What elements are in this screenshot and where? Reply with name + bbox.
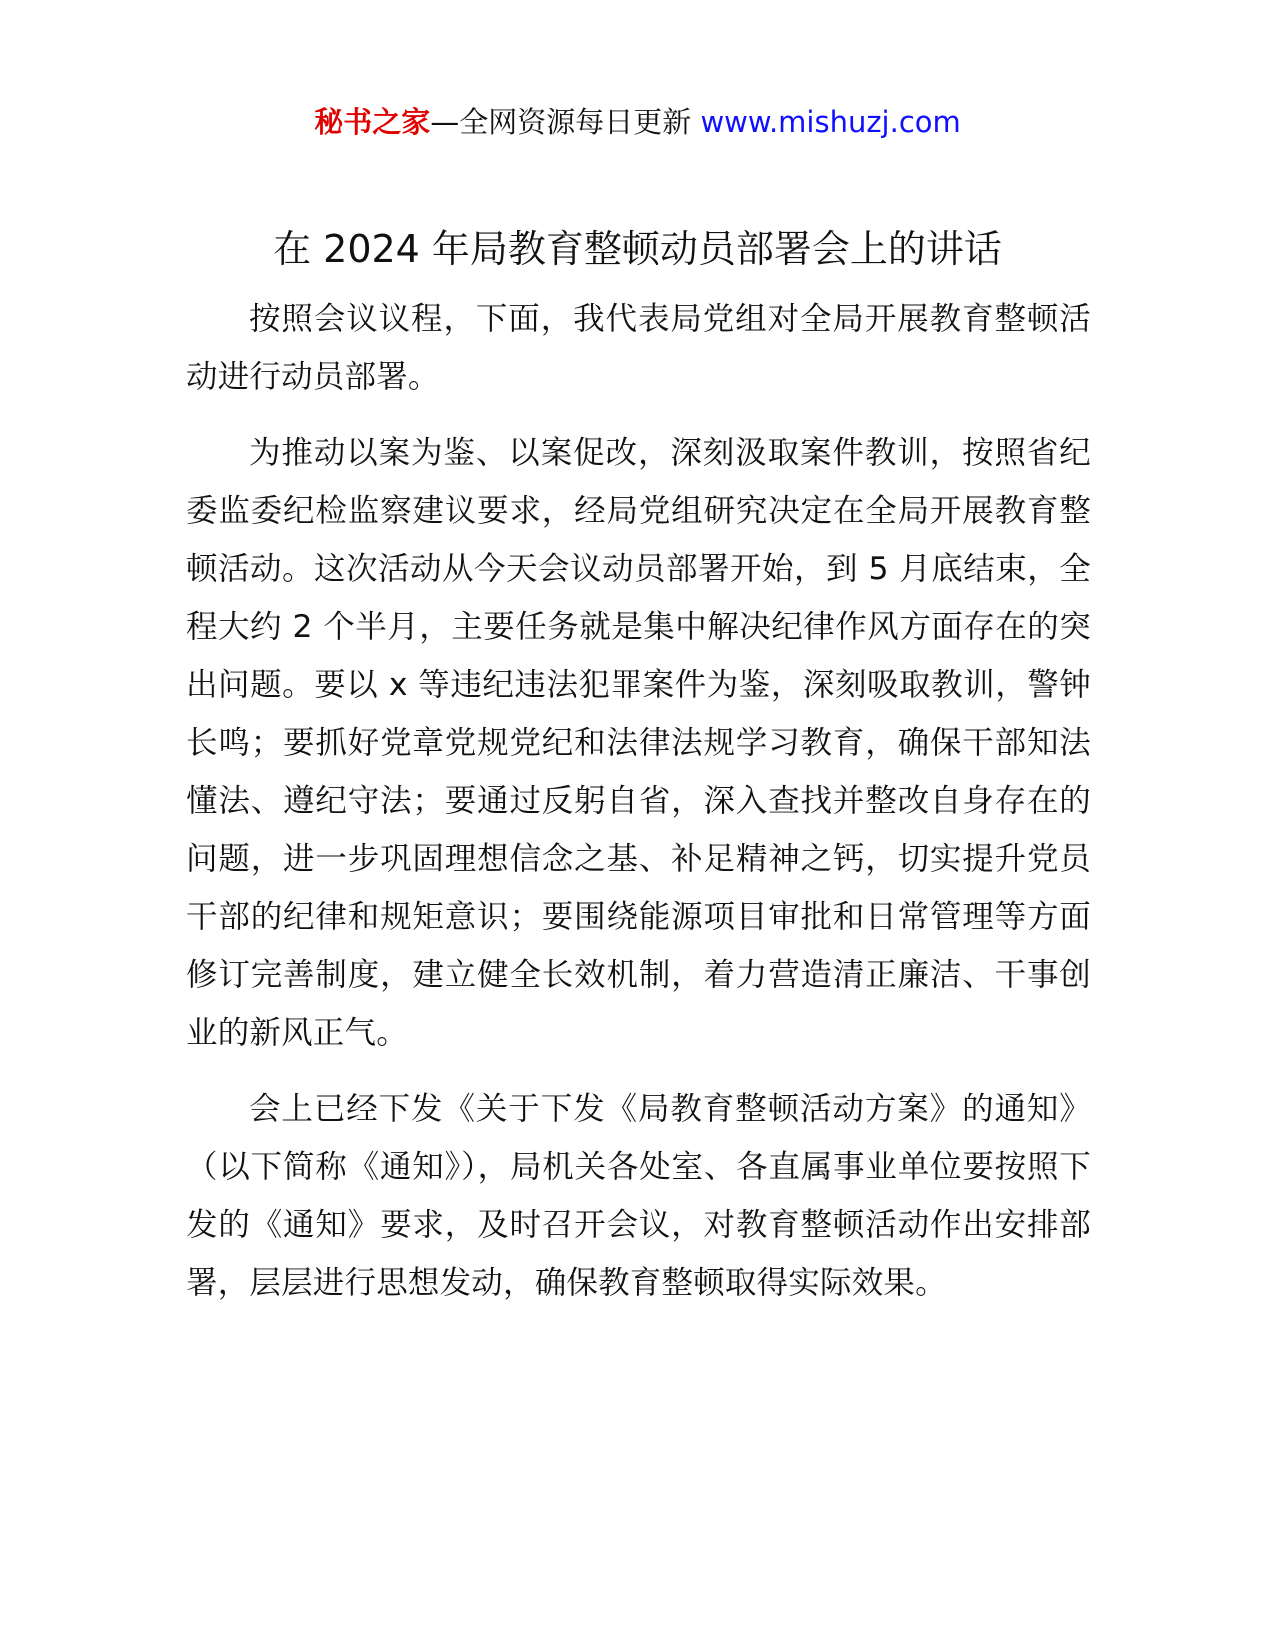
brand-name: 秘书之家 (314, 105, 431, 139)
paragraph-1: 按照会议议程，下面，我代表局党组对全局开展教育整顿活动进行动员部署。 (186, 301, 1091, 395)
document-body (186, 290, 1091, 1330)
paragraph-3: 会上已经下发《关于下发《局教育整顿活动方案》的通知》（以下简称《通知》），局机关各处室、各直属事业单位要按照下发的《通知》要求，及时召开会议，对教育整顿活动作出安排部署，层层进行思想发动，确保教育整顿取得实际效果。 (186, 1091, 1091, 1301)
site-url-link[interactable]: www.mishuzj.com (700, 105, 961, 139)
document-title: 在 2024 年局教育整顿动员部署会上的讲话 (273, 227, 1002, 271)
header-tagline: —全网资源每日更新 (430, 105, 692, 139)
site-header (0, 102, 1275, 142)
paragraph-2: 为推动以案为鉴、以案促改，深刻汲取案件教训，按照省纪委监委纪检监察建议要求，经局党组研究决定在全局开展教育整顿活动。这次活动从今天会议动员部署开始，到 5 月底结束，全程大约 2 个半月，主要任务就是集中解决纪律作风方面存在的突出问题。要以 x 等违纪违法犯罪案件为鉴，深刻吸取教训，警钟长鸣；要抓好党章党规党纪和法律法规学习教育，确保干部知法懂法、遵纪守法；要通过反躬自省，深入查找并整改自身存在的问题，进一步巩固理想信念之基、补足精神之钙，切实提升党员干部的纪律和规矩意识；要围绕能源项目审批和日常管理等方面修订完善制度，建立健全长效机制，着力营造清正廉洁、干事创业的新风正气。 (186, 435, 1091, 1051)
